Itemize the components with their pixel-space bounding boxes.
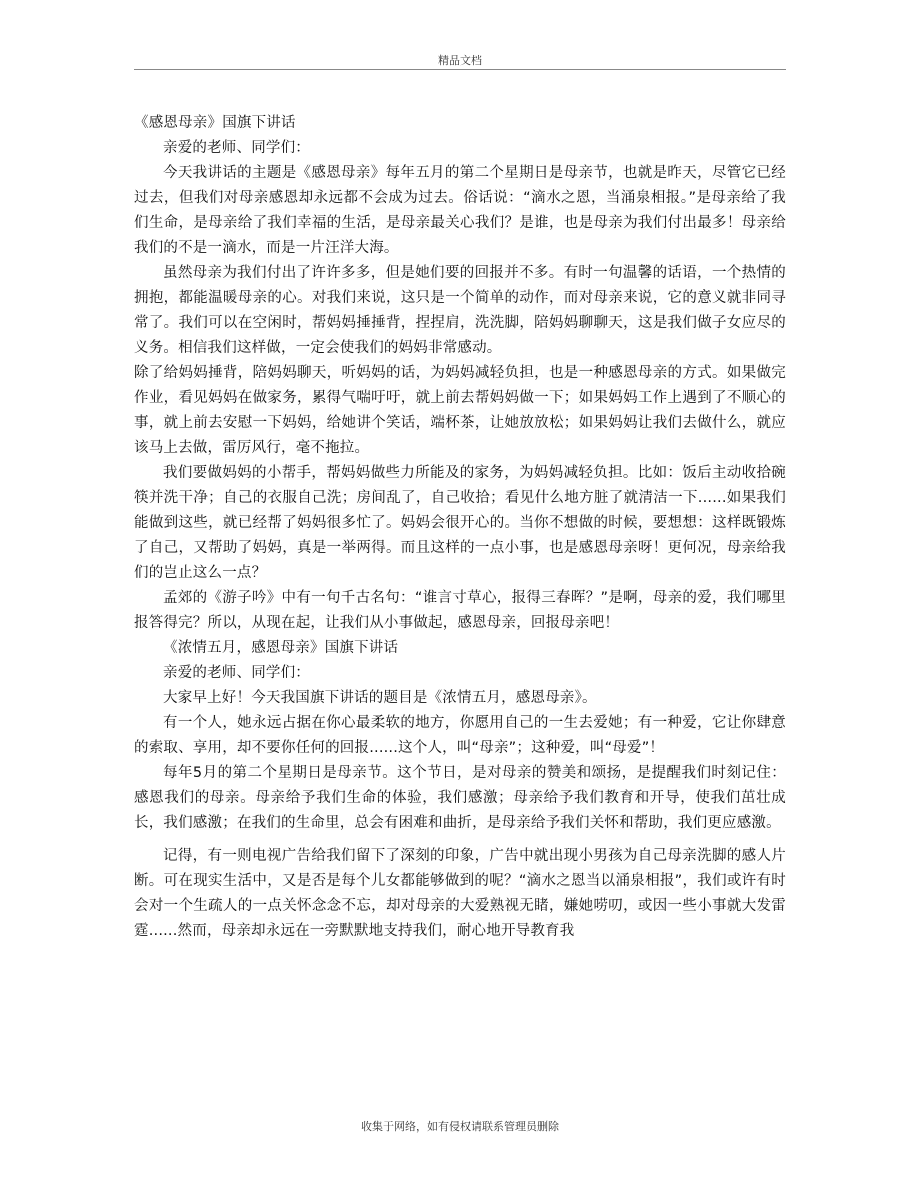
- page-footer: 收集于网络，如有侵权请联系管理员删除: [361, 1120, 559, 1133]
- paragraph: 大家早上好！今天我国旗下讲话的题目是《浓情五月，感恩母亲》。: [163, 690, 597, 706]
- paragraph: 有一个人，她永远占据在你心最柔软的地方，你愿用自己的一生去爱她；有一种爱，它让你肆意的索取、享用，却不要你任何的回报......这个人，叫“母亲”；这种爱，叫“母爱”！: [134, 715, 786, 756]
- speech-title-2: 《浓情五月，感恩母亲》国旗下讲话: [163, 640, 399, 656]
- salutation-2: 亲爱的老师、同学们：: [163, 665, 310, 681]
- header-divider: [134, 69, 786, 70]
- paragraph: 今天我讲话的主题是《感恩母亲》每年五月的第二个星期日是母亲节，也就是昨天，尽管它已经过去，但我们对母亲感恩却永远都不会成为过去。俗话说：“滴水之恩，当涌泉相报。”是母亲给了我们生命，是母亲给了我们幸福的生活，是母亲最关心我们？是谁，也是母亲为我们付出最多！母亲给我们的不是一滴水，而是一片汪洋大海。: [134, 165, 786, 256]
- paragraph: 虽然母亲为我们付出了许许多多，但是她们要的回报并不多。有时一句温馨的话语，一个热情的拥抱，都能温暖母亲的心。对我们来说，这只是一个简单的动作，而对母亲来说，它的意义就非同寻常了。我们可以在空闲时，帮妈妈捶捶背，捏捏肩，洗洗脚，陪妈妈聊聊天，这是我们做子女应尽的义务。相信我们这样做，一定会使我们的妈妈非常感动。: [134, 265, 786, 356]
- document-body: [134, 111, 786, 944]
- paragraph: 每年5月的第二个星期日是母亲节。这个节日，是对母亲的赞美和颂扬，是提醒我们时刻记住：感恩我们的母亲。母亲给予我们生命的体验，我们感激；母亲给予我们教育和开导，使我们茁壮成长，我们感激；在我们的生命里，总会有困难和曲折，是母亲给予我们关怀和帮助，我们更应感激。: [134, 765, 786, 831]
- page-header: 精品文档: [438, 54, 482, 67]
- salutation-1: 亲爱的老师、同学们：: [163, 140, 310, 156]
- paragraph: 我们要做妈妈的小帮手，帮妈妈做些力所能及的家务，为妈妈减轻负担。比如：饭后主动收拾碗筷并洗干净；自己的衣服自己洗；房间乱了，自己收拾；看见什么地方脏了就清洁一下......如果我们能做到这些，就已经帮了妈妈很多忙了。妈妈会很开心的。当你不想做的时候，要想想：这样既锻炼了自己，又帮助了妈妈，真是一举两得。而且这样的一点小事，也是感恩母亲呀！更何况，母亲给我们的岂止这么一点？: [134, 465, 786, 581]
- paragraph: 记得，有一则电视广告给我们留下了深刻的印象，广告中就出现小男孩为自己母亲洗脚的感人片断。可在现实生活中，又是否是每个儿女都能够做到的呢？“滴水之恩当以涌泉相报”，我们或许有时会对一个生疏人的一点关怀念念不忘，却对母亲的大爱熟视无睹，嫌她唠叨，或因一些小事就大发雷霆......然而，母亲却永远在一旁默默地支持我们，耐心地开导教育我: [134, 848, 786, 939]
- speech-title-1: 《感恩母亲》国旗下讲话: [134, 115, 296, 131]
- paragraph: 除了给妈妈捶背，陪妈妈聊天，听妈妈的话，为妈妈减轻负担，也是一种感恩母亲的方式。如果做完作业，看见妈妈在做家务，累得气喘吁吁，就上前去帮妈妈做一下；如果妈妈工作上遇到了不顺心的事，就上前去安慰一下妈妈，给她讲个笑话，端杯茶，让她放放松；如果妈妈让我们去做什么，就应该马上去做，雷厉风行，毫不拖拉。: [134, 365, 786, 456]
- paragraph: 孟郊的《游子吟》中有一句千古名句：“谁言寸草心，报得三春晖？”是啊，母亲的爱，我们哪里报答得完？所以，从现在起，让我们从小事做起，感恩母亲，回报母亲吧！: [134, 590, 786, 631]
